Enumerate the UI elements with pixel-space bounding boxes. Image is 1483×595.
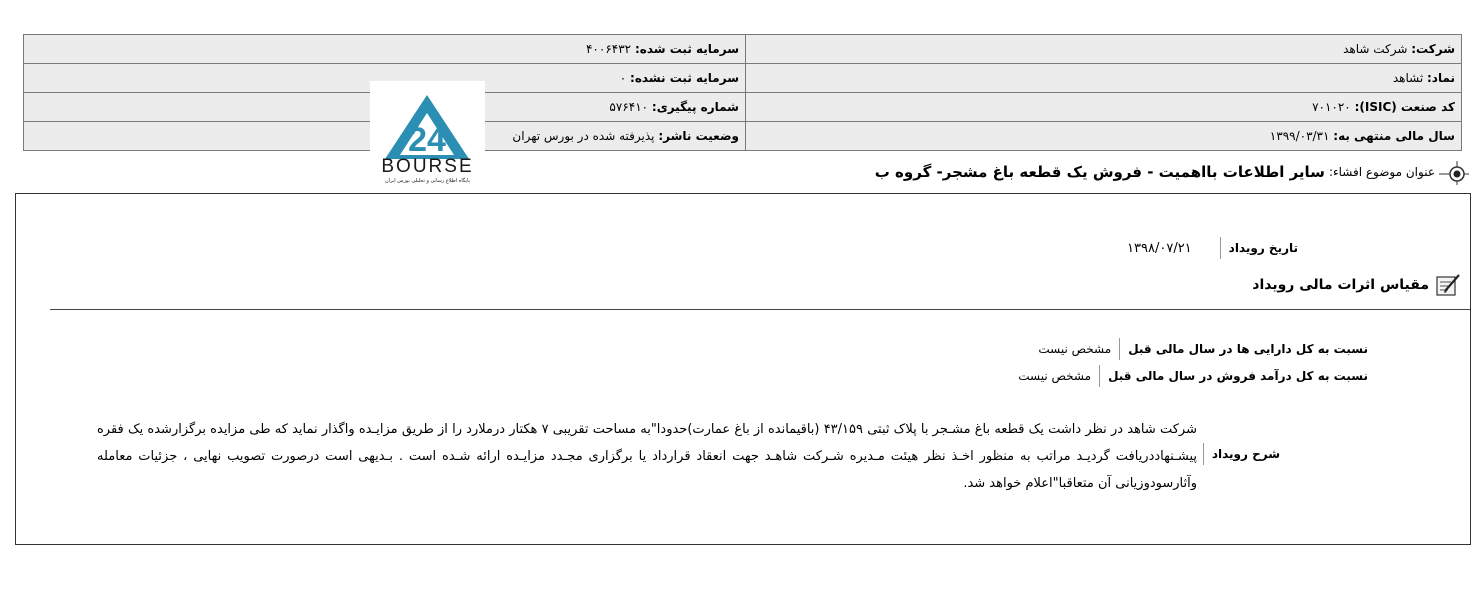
tracking-number-label: شماره پیگیری: — [651, 100, 739, 114]
company-info-table — [23, 34, 1462, 151]
financial-impact-title: مقیاس اثرات مالی رویداد — [1252, 277, 1429, 293]
company-value: شرکت شاهد — [1343, 42, 1408, 56]
event-description-label: شرح رویداد — [1211, 447, 1280, 461]
assets-ratio-value: مشخص نیست — [1038, 342, 1112, 356]
publisher-status-label: وضعیت ناشر: — [658, 129, 739, 143]
divider — [1099, 365, 1100, 387]
isic-value: ۷۰۱۰۲۰ — [1312, 100, 1351, 114]
tracking-number-value: ۵۷۶۴۱۰ — [609, 100, 649, 114]
isic-cell — [746, 93, 1462, 122]
registered-capital-label: سرمایه ثبت شده: — [634, 42, 739, 56]
assets-ratio-row — [1038, 338, 1368, 360]
symbol-cell — [746, 64, 1462, 93]
info-row — [24, 35, 1462, 64]
info-row — [24, 64, 1462, 93]
revenue-ratio-label: نسبت به کل درآمد فروش در سال مالی قبل — [1108, 369, 1368, 383]
event-date-row — [1127, 237, 1298, 259]
divider — [1220, 237, 1221, 259]
revenue-ratio-value: مشخص نیست — [1018, 369, 1092, 383]
logo-word: BOURSE — [381, 156, 474, 177]
financial-impact-heading — [1252, 271, 1461, 299]
company-label: شرکت: — [1411, 42, 1455, 56]
logo-mark-text: 24 — [408, 121, 446, 159]
event-date-label: تاریخ رویداد — [1228, 241, 1298, 255]
subject-label: عنوان موضوع افشاء: — [1328, 165, 1435, 179]
symbol-value: ثشاهد — [1392, 71, 1424, 85]
bourse24-logo — [370, 81, 485, 191]
divider — [1119, 338, 1120, 360]
event-description-label-row — [1203, 443, 1280, 465]
fiscal-year-cell — [746, 122, 1462, 151]
fiscal-year-value: ۱۳۹۹/۰۳/۳۱ — [1269, 129, 1330, 143]
company-cell — [746, 35, 1462, 64]
info-row — [24, 122, 1462, 151]
divider — [1203, 443, 1204, 465]
disclosure-subject — [875, 158, 1469, 186]
target-pin-icon — [1439, 158, 1469, 186]
bourse-triangle-mark — [370, 81, 485, 161]
unregistered-capital-label: سرمایه ثبت نشده: — [630, 71, 739, 85]
isic-label: کد صنعت (ISIC): — [1354, 100, 1455, 114]
unregistered-capital-value: ۰ — [619, 71, 627, 85]
section-divider — [50, 309, 1470, 310]
revenue-ratio-row — [1018, 365, 1368, 387]
registered-capital-cell — [24, 35, 746, 64]
fiscal-year-label: سال مالی منتهی به: — [1333, 129, 1455, 143]
registered-capital-value: ۴۰۰۶۴۳۲ — [585, 42, 632, 56]
edit-note-icon — [1435, 273, 1461, 297]
publisher-status-value: پذیرفته شده در بورس تهران — [512, 129, 655, 143]
logo-subtitle: پایگاه اطلاع رسانی و تحلیلی بورس ایران — [385, 178, 470, 184]
subject-value: سایر اطلاعات بااهمیت - فروش یک قطعه باغ مشجر- گروه ب — [874, 163, 1325, 181]
info-row — [24, 93, 1462, 122]
symbol-label: نماد: — [1426, 71, 1455, 85]
event-description-text: شرکت شاهد در نظر داشت یک قطعه باغ مشـجر با پلاک ثبتی ۴۳/۱۵۹ (باقیمانده از باغ عمارت)حدودا"به مساحت تقریبی ۷ هکتار درملارد را از طریق مزایـده واگذار نماید که طی مزایده برگزارشده یک فقره پیشـنهاددریافت گردیـد مراتب به منظور اخـذ نظر هیئت مـدیره شـرکت شاهـد جهت انعقاد قرارداد یا برگزاری مجـدد مزایـده ارائه شـده است . بـدیهی است درصورت تصویب نهایی ، جزئیات معامله وآثارسودوزیانی آن متعاقبا"اعلام خواهد شد. — [97, 422, 1197, 491]
assets-ratio-label: نسبت به کل دارایی ها در سال مالی قبل — [1128, 342, 1368, 356]
event-date-value: ۱۳۹۸/۰۷/۲۱ — [1127, 240, 1192, 256]
